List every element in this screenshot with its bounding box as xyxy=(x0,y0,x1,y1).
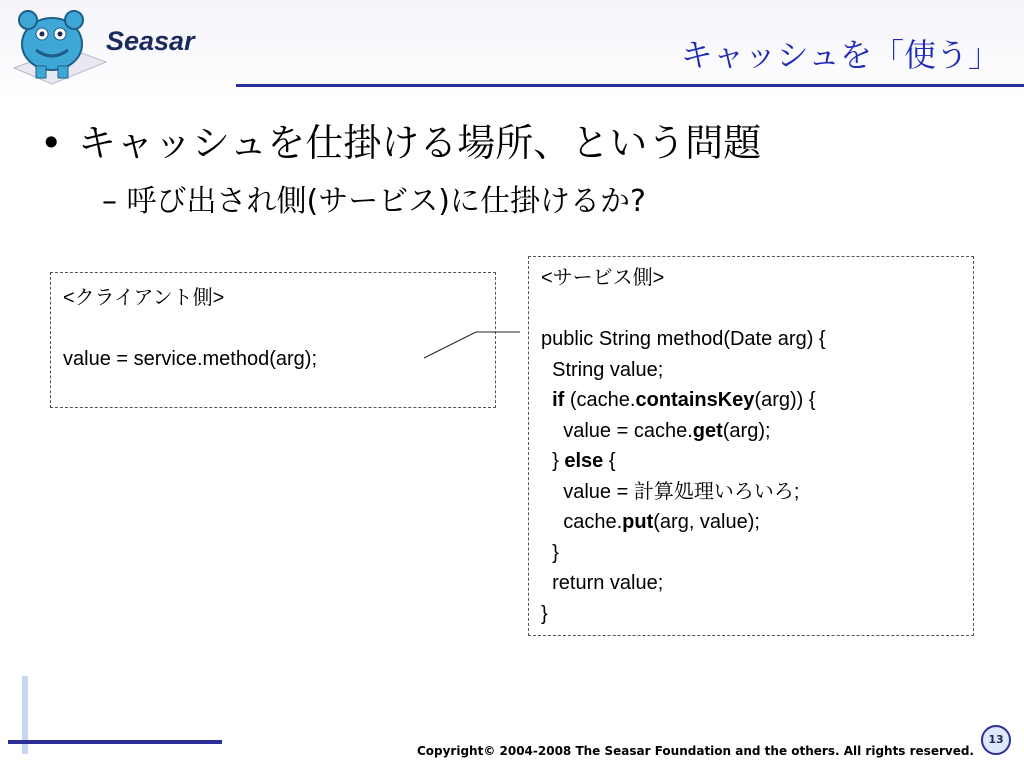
code-text xyxy=(541,389,552,411)
code-line xyxy=(63,314,485,345)
server-code-line xyxy=(541,568,965,599)
server-box-heading: <サービス側> xyxy=(541,267,665,289)
code-line xyxy=(541,294,965,325)
code-text: cache. xyxy=(541,511,623,533)
bullet-level-2: – 呼び出され側(サービス)に仕掛けるか? xyxy=(102,184,646,219)
server-code-line xyxy=(541,416,965,447)
page-number-badge: 13 xyxy=(981,725,1011,755)
copyright-footer: Copyright© 2004-2008 The Seasar Foundation and the others. All rights reserved. xyxy=(416,744,974,758)
code-keyword: containsKey xyxy=(635,389,755,411)
server-code-line xyxy=(541,599,965,630)
bullet-level-1 xyxy=(40,112,761,167)
server-code-line xyxy=(541,324,965,355)
server-code-line xyxy=(541,507,965,538)
slide-header xyxy=(0,0,1024,100)
header-divider xyxy=(236,84,1024,87)
code-text: } xyxy=(541,450,565,472)
server-code-block xyxy=(541,324,965,629)
server-code-line xyxy=(541,477,965,508)
code-text: (arg)) { xyxy=(754,389,816,411)
server-code-line xyxy=(541,446,965,477)
code-text: } xyxy=(541,541,559,564)
code-text: return value; xyxy=(541,572,664,594)
code-keyword: put xyxy=(622,511,654,533)
code-text: } xyxy=(541,602,548,625)
service-side-box xyxy=(528,256,974,636)
client-box-heading: <クライアント側> xyxy=(63,287,225,309)
bullet-1-text: キャッシュを仕掛ける場所、という問題 xyxy=(78,121,762,165)
code-text: (arg, value); xyxy=(653,511,760,533)
bottom-accent-bar xyxy=(8,740,222,744)
code-keyword: else xyxy=(564,450,604,472)
code-text: { xyxy=(603,450,616,472)
code-text: value = cache. xyxy=(541,419,693,442)
client-code-line: value = service.method(arg); xyxy=(63,348,318,370)
seasar-wordmark: Seasar xyxy=(106,26,195,56)
server-code-line xyxy=(541,538,965,569)
code-text: (cache. xyxy=(564,389,636,411)
code-text: value = 計算処理いろいろ; xyxy=(541,480,800,503)
client-side-box xyxy=(50,272,496,408)
server-code-line xyxy=(541,355,965,386)
code-text: String value; xyxy=(541,358,664,381)
code-keyword: if xyxy=(552,389,565,411)
server-code-line xyxy=(541,385,965,416)
code-text: (arg); xyxy=(722,419,771,442)
code-keyword: get xyxy=(692,419,723,442)
code-text: public String method(Date arg) { xyxy=(541,328,826,350)
bullet-dot-icon: • xyxy=(40,121,63,165)
slide-title: キャッシュを「使う」 xyxy=(680,36,1000,74)
